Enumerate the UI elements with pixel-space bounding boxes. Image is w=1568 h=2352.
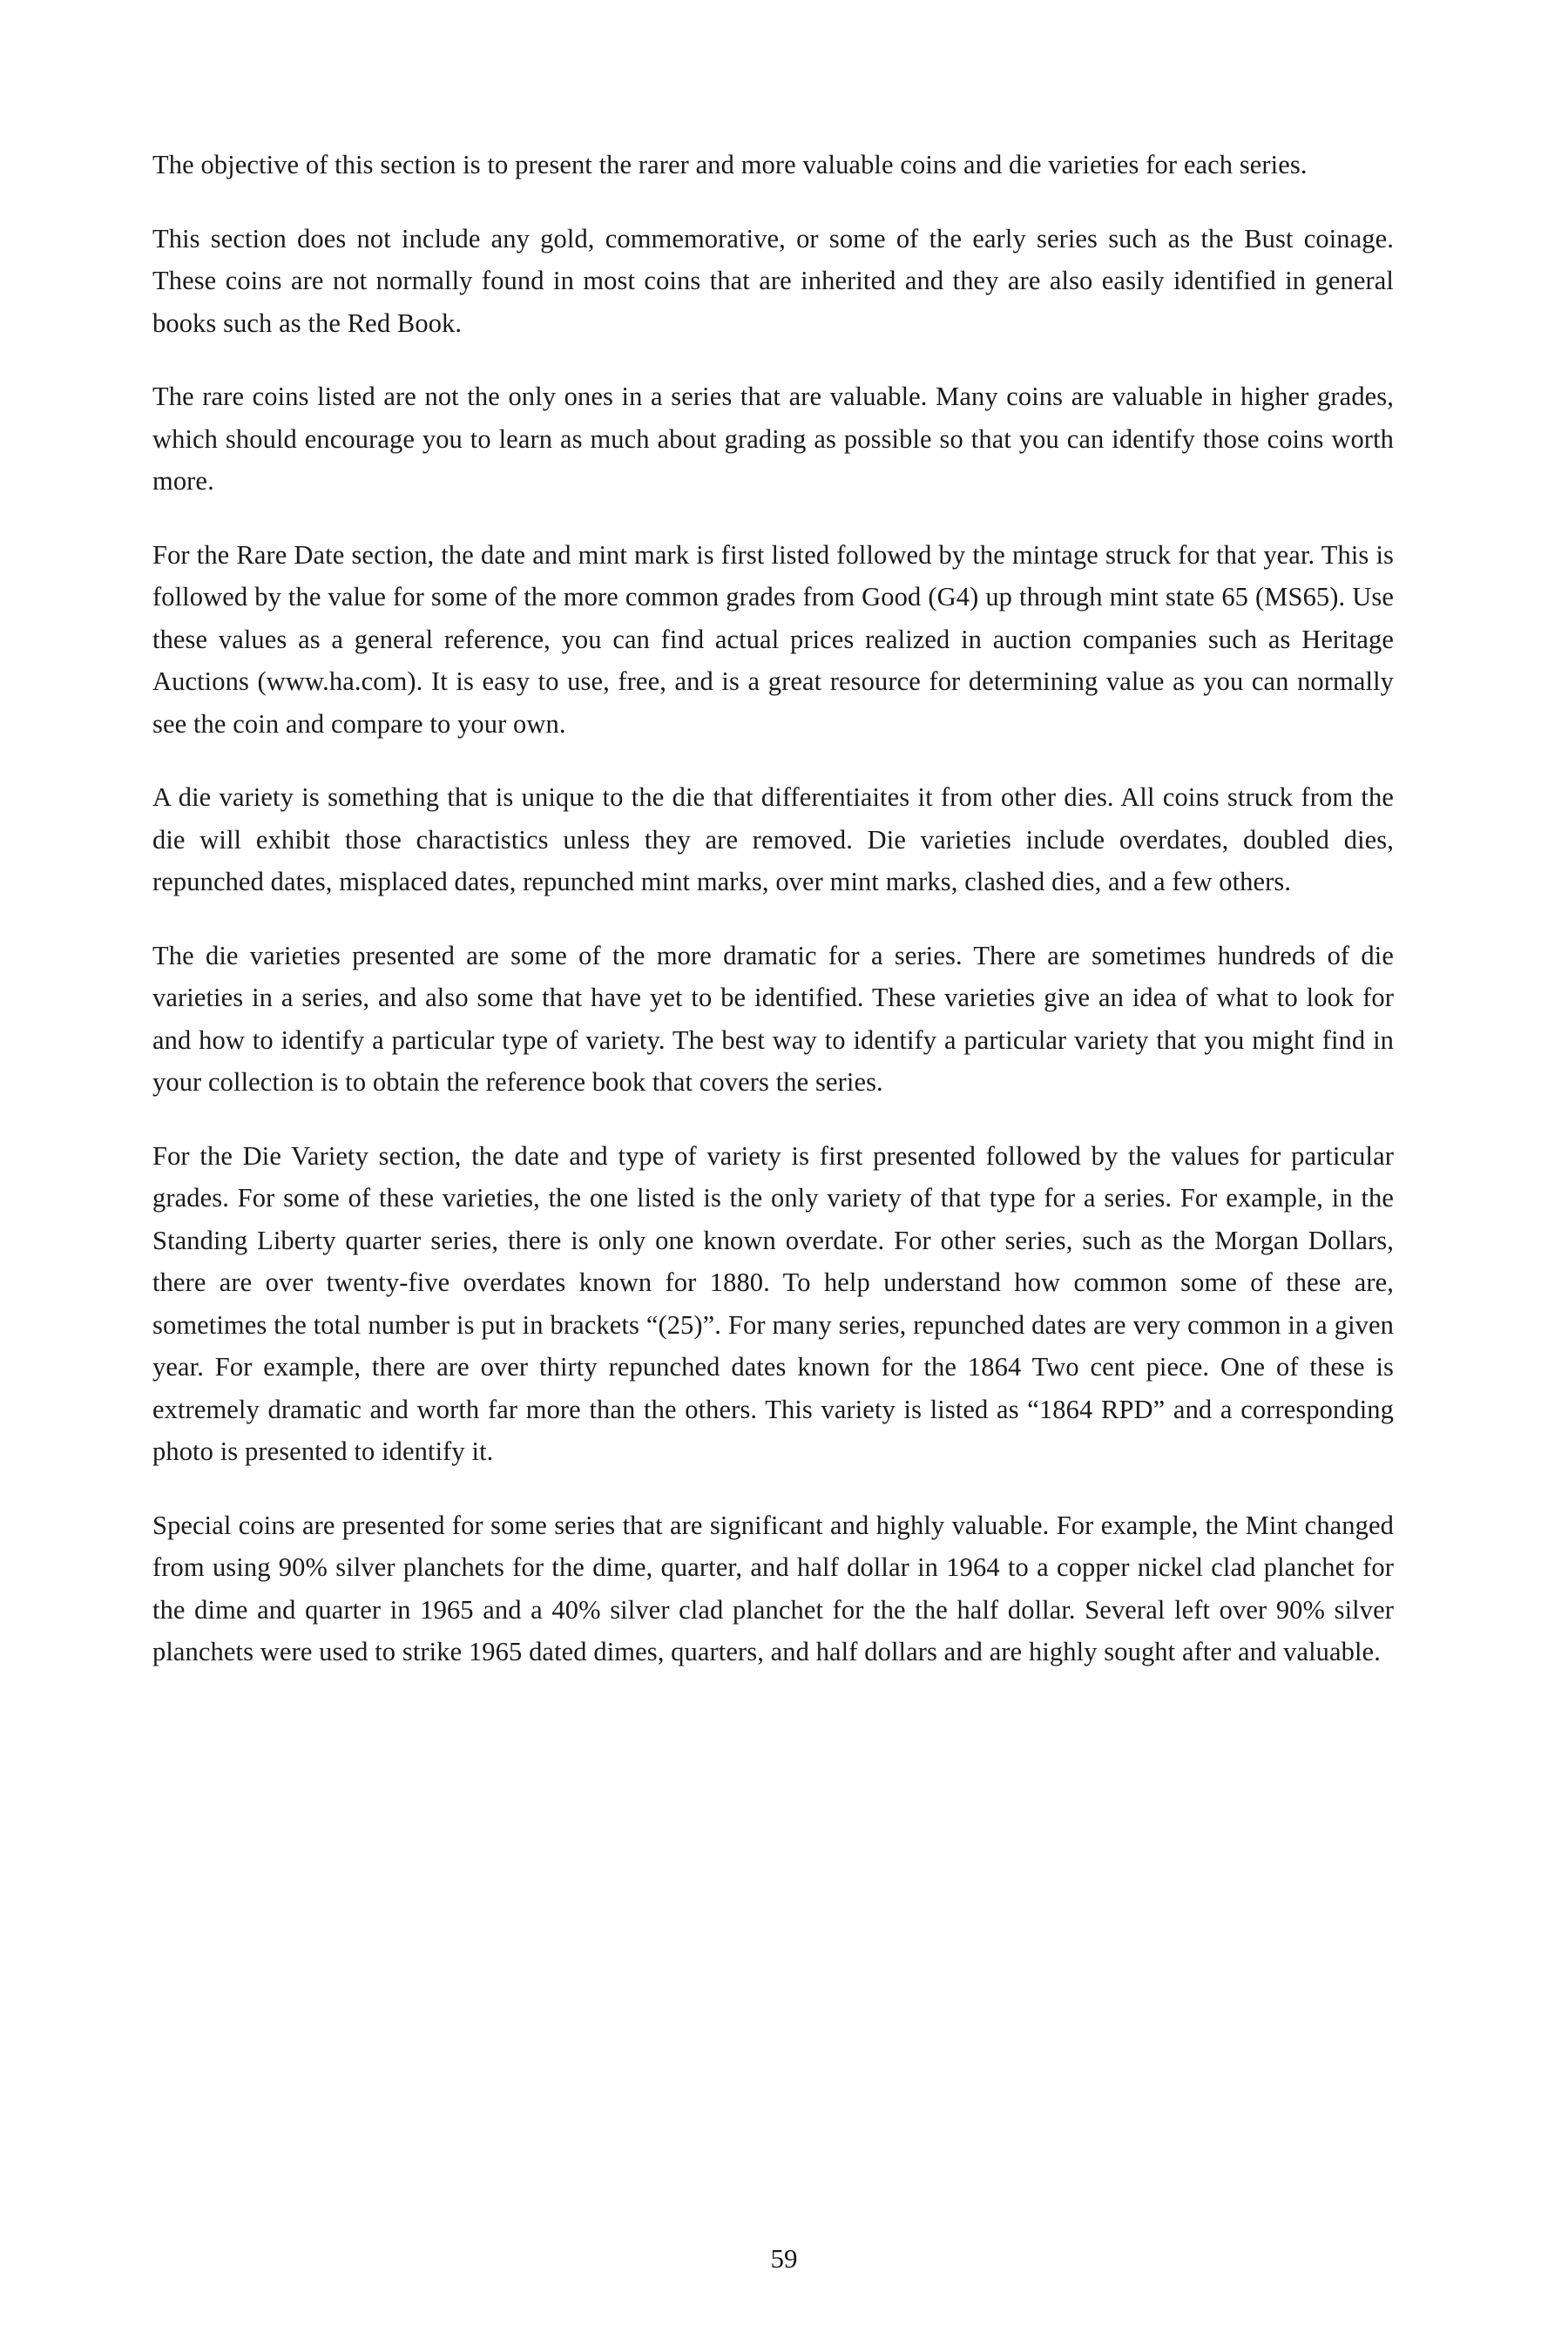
paragraph-rare-date-section: For the Rare Date section, the date and mint mark is first listed followed by the mintage struck for that year. This is followed by the value for some of the more common grades from Good (G4) up through mint state 65 (MS65). Use these values as a general reference, you can find actual prices realized in auction companies such as Heritage Auctions (www.ha.com). It is easy to use, free, and is a great resource for determining value as you can normally see the coin and compare to your own. (152, 539, 1394, 739)
paragraph-die-variety-section: For the Die Variety section, the date and type of variety is first presented followed by the values for particular grades. For some of these varieties, the one listed is the only variety of that type for a series. For example, in the Standing Liberty quarter series, there is only one known overdate. For other series, such as the Morgan Dollars, there are over twenty-five overdates known for 1880. To help understand how common some of these are, sometimes the total number is put in brackets “(25)”. For many series, repunched dates are very common in a given year. For example, there are over thirty repunched dates known for the 1864 Two cent piece. One of these is extremely dramatic and worth far more than the others. This variety is listed as “1864 RPD” and a corresponding photo is presented to identify it. (152, 1140, 1394, 1466)
paragraph-exclusions: This section does not include any gold, commemorative, or some of the early series such as the Bust coinage. These coins are not normally found in most coins that are inherited and they are also easily identified in general books such as the Red Book. (152, 223, 1394, 338)
paragraph-special-coins: Special coins are presented for some series that are significant and highly valuable. For example, the Mint changed from using 90% silver planchets for the dime, quarter, and half dollar in 1964 to a copper nickel clad planchet for the dime and quarter in 1965 and a 40% silver clad planchet for the the half dollar. Several left over 90% silver planchets were used to strike 1965 dated dimes, quarters, and half dollars and are highly sought after and valuable. (152, 1510, 1394, 1666)
paragraph-rare-coins-note: The rare coins listed are not the only ones in a series that are valuable. Many coins are valuable in higher grades, which should encourage you to learn as much about grading as possible so that you can identify those coins worth more. (152, 382, 1394, 496)
paragraph-die-varieties-presented: The die varieties presented are some of the more dramatic for a series. There are sometimes hundreds of die varieties in a series, and also some that have yet to be identified. These varieties give an idea of what to look for and how to identify a particular type of variety. The best way to identify a particular variety that you might find in your collection is to obtain the reference book that covers the series. (152, 940, 1394, 1097)
page-number: 59 (770, 2243, 798, 2274)
paragraph-die-variety-definition: A die variety is something that is unique to the die that differentiaites it from other dies. All coins struck from the die will exhibit those charactistics unless they are removed. Die varieties include overdates, doubled dies, repunched dates, misplaced dates, repunched mint marks, over mint marks, clashed dies, and a few others. (152, 782, 1394, 896)
paragraph-objective: The objective of this section is to present the rarer and more valuable coins and die varieties for each series. (152, 150, 1308, 179)
